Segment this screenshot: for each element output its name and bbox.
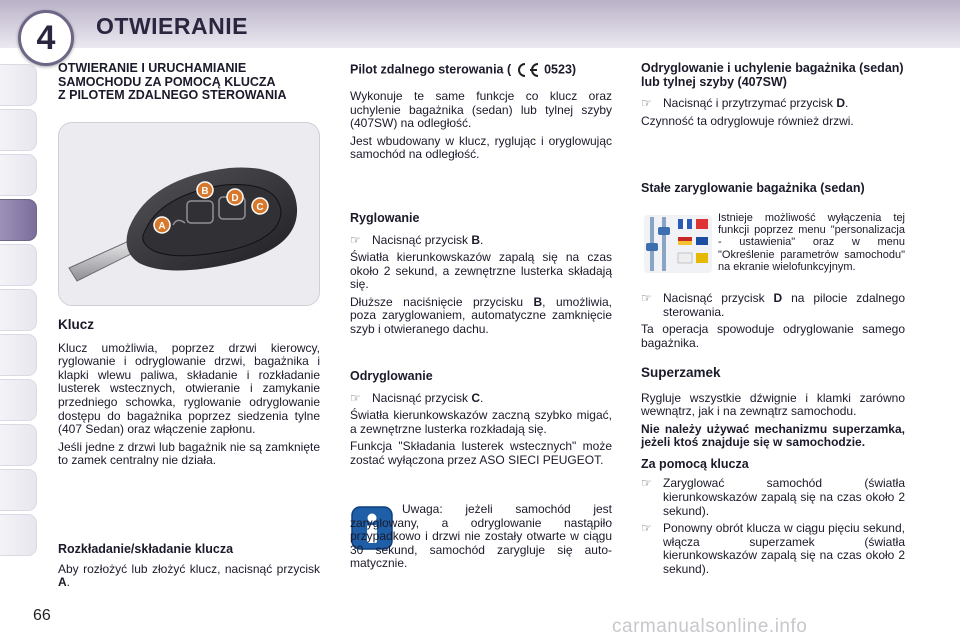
perm-lock-body [641, 292, 905, 350]
locking-section [350, 212, 612, 337]
folding-title: Rozkładanie/składanie klucza [58, 542, 234, 556]
key-label-b: B [201, 186, 209, 197]
super-warning: Nie należy używać mechanizmu superzamka, jeżeli ktoś znajduje się w samochodzie. [641, 421, 905, 450]
locking-bullet: ☞ Nacisnąć przycisk B. [350, 232, 484, 247]
super-title: Superzamek [641, 365, 721, 380]
key-button-labels [59, 123, 319, 305]
perm-text: Istnieje możliwość wyłączenia tej funkcji poprzez menu "personalizacja - ustawienia" oraz w menu "Określenie parametrów samochodu" na ekranie wielofunkcyjnym. [718, 212, 905, 273]
perm-text-block [718, 212, 905, 273]
perm-title: Stałe zaryglowanie bagażnika (sedan) [641, 181, 865, 195]
section-title: Z PILOTEM ZDALNEGO STEROWANIA [58, 88, 287, 102]
remote-title: Pilot zdalnego sterowania ( 0523) [350, 62, 577, 77]
perm-text-2: Ta operacja spowoduje odryglowanie samego bagażnika. [641, 322, 905, 350]
finger-pointing-icon: ☞ [350, 390, 361, 405]
super-text: Rygluje wszystkie dźwignie i klamki zarówno wewnątrz, jak i na zewnątrz samochodu. [641, 390, 905, 419]
chapter-tab[interactable] [0, 109, 37, 151]
unlocking-title: Odryglowanie [350, 369, 433, 383]
perm-lock-section [641, 182, 905, 196]
trunk-title: Odryglowanie i uchylenie bagażnika (sedan) lub tylnej szyby (407SW) [641, 61, 904, 89]
note-section [350, 503, 612, 571]
finger-pointing-icon: ☞ [641, 96, 652, 110]
unlocking-text-2: Funkcja "Składania lusterek wstecznych" może zostać wyłączona przez ASO SIECI PEUGEOT. [350, 439, 612, 467]
with-key-bullet-2: ☞ Ponowny obrót klucza w ciągu pięciu sekund, włącza superzamek (światła kierunkowskazów zapalą się na czas około 2 sekund). [641, 521, 905, 577]
key-illustration [58, 122, 320, 306]
chapter-tab[interactable] [0, 334, 37, 376]
section-title: SAMOCHODU ZA POMOCĄ KLUCZA [58, 74, 276, 89]
chapter-tab[interactable] [0, 379, 37, 421]
klucz-text-2: Jeśli jedne z drzwi lub bagażnik nie są zamknięte to zamek centralny nie działa. [58, 439, 320, 468]
finger-pointing-icon: ☞ [641, 476, 652, 491]
chapter-number-badge: 4 [18, 10, 74, 66]
with-key-title: Za pomocą klucza [641, 456, 749, 471]
unlocking-bullet: ☞ Nacisnąć przycisk C. [350, 390, 484, 405]
unlocking-section [350, 370, 612, 467]
key-label-a: A [158, 221, 166, 232]
superlock-section [641, 366, 905, 577]
chapter-tab[interactable] [0, 424, 37, 466]
finger-pointing-icon: ☞ [350, 232, 361, 247]
chapter-tab[interactable] [0, 244, 37, 286]
remote-text-2: Jest wbudowany w klucz, ryglując i oryglowując samochód na odległość. [350, 133, 612, 162]
finger-pointing-icon: ☞ [641, 521, 652, 536]
chapter-tab[interactable] [0, 64, 37, 106]
trunk-text: Czynność ta odryglowuje również drzwi. [641, 113, 854, 128]
remote-text-1: Wykonuje te same funkcje co klucz oraz uchylenie bagażnika (sedan) lub tylnej szyby (407SW) na odległość. [350, 89, 612, 131]
column-right [641, 62, 905, 128]
column-left-body [58, 318, 320, 468]
chapter-tab[interactable] [0, 289, 37, 331]
klucz-text: Klucz umożliwia, poprzez drzwi kierowcy, ryglowanie i odryglowanie drzwi, bagażnika i klapki wlewu paliwa, składanie i rozkładanie lusterek wstecznych, otwieranie i zamykanie przedniego schowka, ryglowanie odryglowanie dostępu do bagażnika poprzez siedzenia tylne (407 Sedan) oraz włączenie zapłonu. [58, 340, 320, 437]
key-label-c: C [256, 202, 264, 213]
key-label-d: D [231, 193, 239, 204]
section-title: OTWIERANIE I URUCHAMIANIE [58, 61, 247, 75]
page-number: 66 [33, 607, 51, 624]
unlocking-text-1: Światła kierunkowskazów zaczną szybko migać, a zewnętrzne lusterka rozkładają się. [350, 408, 612, 436]
column-left-folding [58, 543, 320, 590]
with-key-bullet-1: ☞ Zaryglować samochód (światła kierunkowskazów zapalą się na czas około 2 sekund). [641, 476, 905, 518]
chapter-tab-active[interactable] [0, 199, 37, 241]
column-middle [350, 62, 612, 162]
locking-title: Ryglowanie [350, 211, 420, 225]
watermark: carmanualsonline.info [612, 616, 808, 637]
locking-text-1: Światła kierunkowskazów zapalą się na czas około 2 sekund, a zewnętrzne lusterka składają się. [350, 250, 612, 292]
perm-bullet: ☞ Nacisnąć przycisk D na pilocie zdalnego sterowania. [641, 291, 905, 319]
chapter-tab[interactable] [0, 514, 37, 556]
locking-text-2: Dłuższe naciśnięcie przycisku B, umożliwia, poza zaryglowaniem, automatyczne zamknięcie szyb i otwieranego dachu. [350, 294, 612, 337]
trunk-bullet: ☞ Nacisnąć i przytrzymać przycisk D. [641, 96, 849, 110]
folding-text: Aby rozłożyć lub złożyć klucz, nacisnąć przycisk A. [58, 561, 320, 590]
chapter-title: OTWIERANIE [96, 13, 248, 39]
chapter-tab[interactable] [0, 469, 37, 511]
klucz-title: Klucz [58, 317, 95, 332]
chapter-tab[interactable] [0, 154, 37, 196]
settings-menu-icon [642, 213, 714, 275]
finger-pointing-icon: ☞ [641, 291, 652, 305]
column-left [58, 62, 320, 103]
note-text: Uwaga: jeżeli samochód jest zaryglowany, a odryglowanie nastąpiło przypadkowo i drzwi nie zostały otwarte w ciągu 30 sekund, samochód zarygluje się automatycznie. [350, 502, 612, 571]
ce-mark-icon [515, 62, 541, 78]
chapter-tabs [0, 64, 40, 559]
